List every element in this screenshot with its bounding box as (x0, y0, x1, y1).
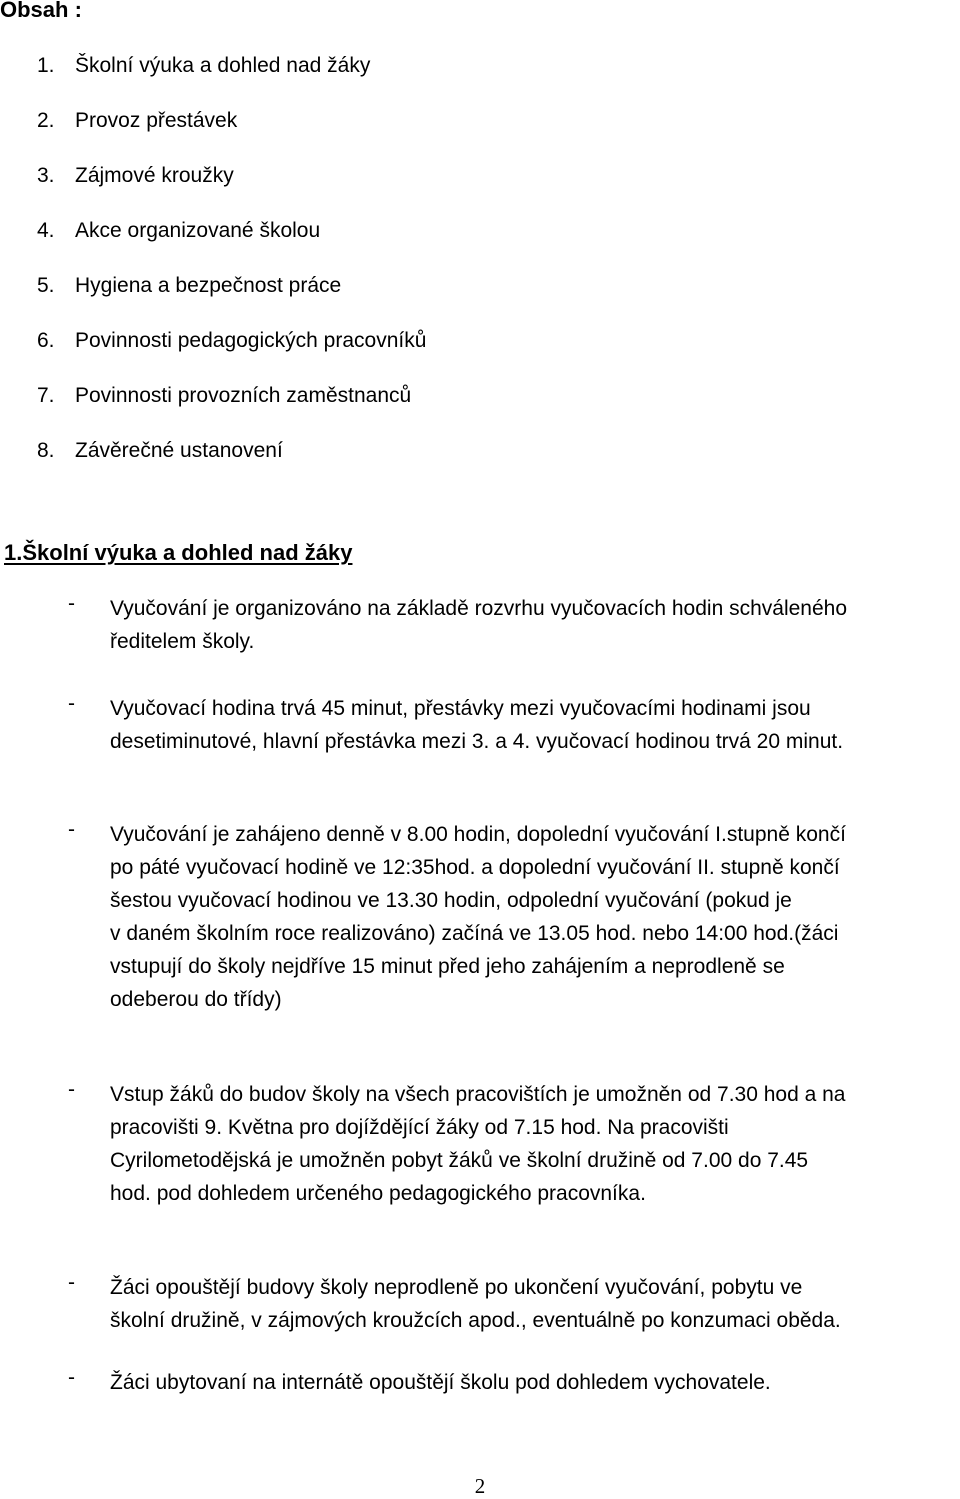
bullet-line: vstupují do školy nejdříve 15 minut před jeho zahájením a neprodleně se (110, 955, 785, 978)
bullet-line: ředitelem školy. (110, 630, 255, 653)
bullet-dash: - (68, 1078, 75, 1101)
toc-item (37, 439, 283, 463)
bullet-text (110, 1271, 960, 1337)
bullet-dash: - (68, 592, 75, 615)
bullet-line: po páté vyučovací hodině ve 12:35hod. a dopolední vyučování II. stupně končí (110, 856, 840, 879)
bullet-line: šestou vyučovací hodinou ve 13.30 hodin, odpolední vyučování (pokud je (110, 889, 792, 912)
bullet-line: Vstup žáků do budov školy na všech pracovištích je umožněn od 7.30 hod a na (110, 1083, 846, 1106)
bullet-line: Žáci opouštějí budovy školy neprodleně po ukončení vyučování, pobytu ve (110, 1276, 803, 1299)
bullet-line: školní družině, v zájmových kroužcích apod., eventuálně po konzumaci oběda. (110, 1309, 841, 1332)
section-title: 1.Školní výuka a dohled nad žáky (4, 540, 353, 565)
bullet-line: desetiminutové, hlavní přestávka mezi 3. a 4. vyučovací hodinou trvá 20 minut. (110, 730, 844, 753)
bullet-dash: - (68, 818, 75, 841)
bullet-line: hod. pod dohledem určeného pedagogického pracovníka. (110, 1182, 646, 1205)
toc-item (37, 219, 320, 243)
toc-item (37, 54, 370, 78)
toc-item-label: Hygiena a bezpečnost práce (75, 274, 342, 297)
toc-item-label: Školní výuka a dohled nad žáky (75, 54, 371, 77)
bullet-dash: - (68, 692, 75, 715)
toc-item (37, 384, 411, 408)
bullet-line: Žáci ubytovaní na internátě opouštějí školu pod dohledem vychovatele. (110, 1371, 771, 1394)
bullet-text (110, 818, 960, 1016)
toc-item-label: Provoz přestávek (75, 109, 238, 132)
toc-item-number: 7. (37, 384, 55, 407)
toc-item (37, 274, 341, 298)
toc-item-number: 6. (37, 329, 55, 352)
toc-item (37, 329, 426, 353)
bullet-line: odeberou do třídy) (110, 988, 282, 1011)
bullet-text (110, 592, 960, 658)
toc-item (37, 164, 234, 188)
bullet-dash: - (68, 1366, 75, 1389)
toc-item-label: Zájmové kroužky (75, 164, 234, 187)
bullet-line: pracovišti 9. Května pro dojíždějící žáky od 7.15 hod. Na pracovišti (110, 1116, 729, 1139)
bullet-dash: - (68, 1271, 75, 1294)
toc-item (37, 109, 237, 133)
toc-item-label: Povinnosti provozních zaměstnanců (75, 384, 412, 407)
bullet-line: Cyrilometodějská je umožněn pobyt žáků ve školní družině od 7.00 do 7.45 (110, 1149, 809, 1172)
bullet-text (110, 1078, 960, 1210)
bullet-line: Vyučovací hodina trvá 45 minut, přestávky mezi vyučovacími hodinami jsou (110, 697, 811, 720)
bullet-text (110, 692, 960, 758)
bullet-text (110, 1366, 960, 1399)
toc-title: Obsah : (0, 0, 82, 22)
toc-item-number: 4. (37, 219, 55, 242)
toc-item-label: Akce organizované školou (75, 219, 321, 242)
bullet-line: Vyučování je zahájeno denně v 8.00 hodin, dopolední vyučování I.stupně končí (110, 823, 846, 846)
toc-item-number: 2. (37, 109, 55, 132)
toc-item-label: Povinnosti pedagogických pracovníků (75, 329, 427, 352)
page-number: 2 (474, 1474, 486, 1498)
bullet-line: v daném školním roce realizováno) začíná ve 13.05 hod. nebo 14:00 hod.(žáci (110, 922, 839, 945)
toc-item-number: 8. (37, 439, 55, 462)
toc-item-number: 1. (37, 54, 55, 77)
toc-item-label: Závěrečné ustanovení (75, 439, 283, 462)
toc-item-number: 3. (37, 164, 55, 187)
toc-item-number: 5. (37, 274, 55, 297)
bullet-line: Vyučování je organizováno na základě rozvrhu vyučovacích hodin schváleného (110, 597, 848, 620)
